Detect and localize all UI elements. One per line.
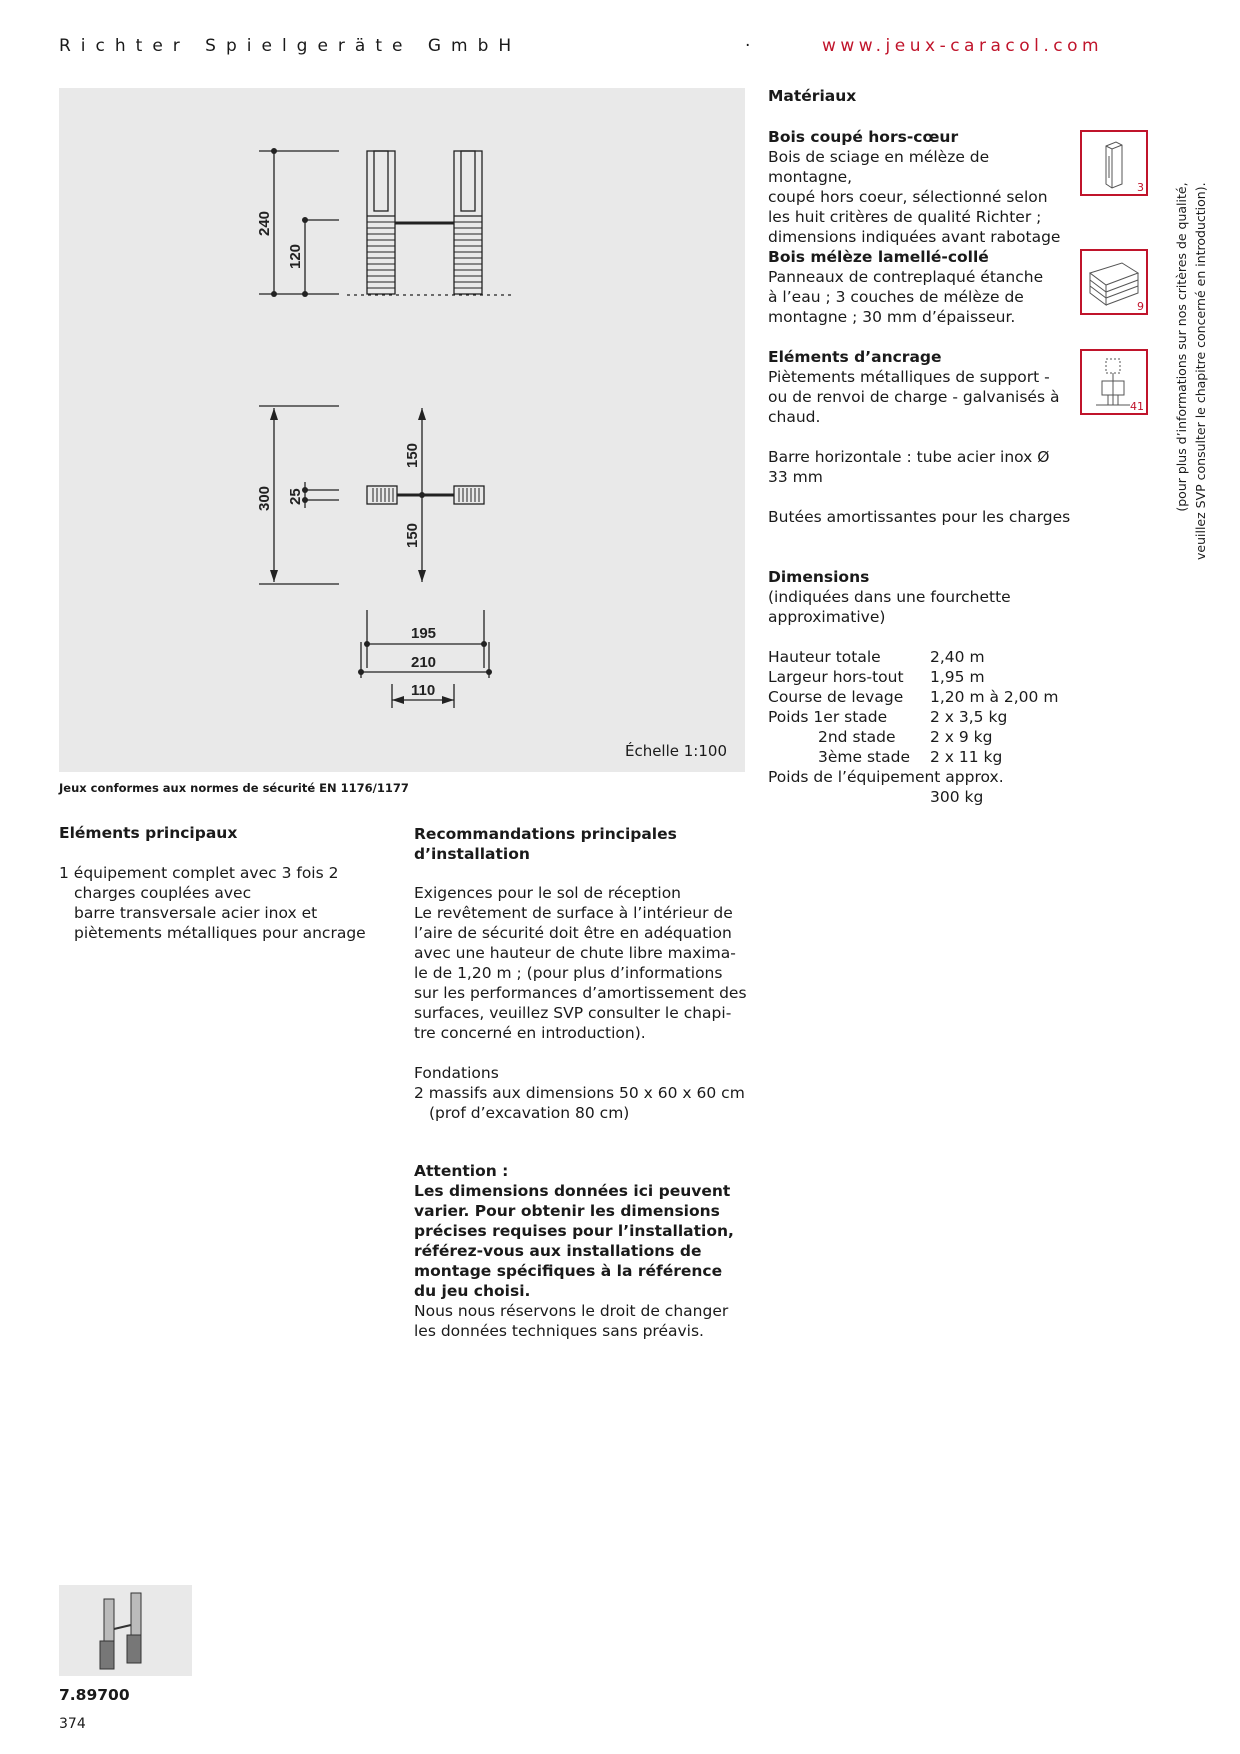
icon-number: 3: [1137, 181, 1144, 194]
install-title-line: Recommandations principales: [414, 825, 677, 843]
side-note-line: (pour plus d’informations sur nos critères de qualité,: [1174, 182, 1189, 512]
safety-norms: Jeux conformes aux normes de sécurité EN 1176/1177: [59, 781, 409, 795]
attention-title: Attention :: [414, 1162, 509, 1180]
material-title: Bois mélèze lamellé-collé: [768, 248, 989, 266]
attention-line: montage spécifiques à la référence: [414, 1262, 723, 1280]
ground-line: l’aire de sécurité doit être en adéquation: [414, 924, 732, 942]
material-line: chaud.: [768, 408, 821, 426]
dimension-value: 2 x 3,5 kg: [930, 708, 1008, 726]
dimension-label: Course de levage: [768, 688, 904, 706]
attention-line: référez-vous aux installations de: [414, 1242, 702, 1260]
dimension-row: [768, 787, 1058, 807]
dimension-value: 1,20 m à 2,00 m: [930, 688, 1059, 706]
dim-210: 210: [411, 654, 437, 671]
drawing-svg: [59, 88, 745, 772]
dimension-row: [768, 667, 1058, 687]
attention-line: du jeu choisi.: [414, 1282, 531, 1300]
side-note: [1172, 182, 1210, 560]
material-line: coupé hors coeur, sélectionné selon: [768, 188, 1048, 206]
dimension-row: [768, 767, 1058, 787]
anchor-bracket-icon: [1080, 349, 1148, 415]
attention-block: [414, 1161, 754, 1301]
header-separator: ·: [745, 36, 761, 56]
ground-line: Le revêtement de surface à l’intérieur de: [414, 904, 733, 922]
technical-drawing: [59, 88, 745, 772]
plywood-panel-icon: [1080, 249, 1148, 315]
elements-line: charges couplées avec: [74, 884, 252, 902]
dim-25: 25: [287, 488, 304, 505]
stops-line: Butées amortissantes pour les charges: [768, 508, 1071, 526]
ground-line: avec une hauteur de chute libre maxima-: [414, 944, 736, 962]
material-item: [768, 127, 1078, 247]
company-name: Richter Spielgeräte GmbH: [59, 36, 522, 56]
elements-line: 1 équipement complet avec 3 fois 2: [59, 864, 339, 882]
dimension-row: [768, 707, 1058, 727]
dimension-label: 3ème stade: [818, 748, 910, 766]
material-line: les huit critères de qualité Richter ;: [768, 208, 1042, 226]
dim-300: 300: [256, 485, 273, 511]
reserve-line: Nous nous réservons le droit de changer: [414, 1302, 729, 1320]
side-note-line: veuillez SVP consulter le chapitre concerné en introduction).: [1193, 182, 1208, 560]
install-title: [414, 824, 677, 864]
dim-110: 110: [411, 682, 436, 699]
ground-line: surfaces, veuillez SVP consulter le chapi-: [414, 1004, 732, 1022]
dimension-row: [768, 747, 1058, 767]
attention-line: précises requises pour l’installation,: [414, 1222, 734, 1240]
material-line: à l’eau ; 3 couches de mélèze de: [768, 288, 1024, 306]
material-line: dimensions indiquées avant rabotage: [768, 228, 1061, 246]
drawing-scale: Échelle 1:100: [624, 742, 727, 760]
dimensions-table: [768, 647, 1058, 807]
wood-beam-icon: [1080, 130, 1148, 196]
dim-240: 240: [256, 210, 273, 236]
material-item: [768, 347, 1078, 527]
website-link[interactable]: www.jeux-caracol.com: [822, 36, 1104, 56]
foundations-title: Fondations: [414, 1064, 499, 1082]
dimension-row: [768, 727, 1058, 747]
material-title: Bois coupé hors-cœur: [768, 128, 959, 146]
materials-title: Matériaux: [768, 87, 857, 105]
dim-120: 120: [287, 243, 304, 269]
dimension-label: Largeur hors-tout: [768, 668, 904, 686]
dimensions-title: Dimensions: [768, 568, 870, 586]
icon-number: 9: [1137, 300, 1144, 313]
dimension-value: 2 x 9 kg: [930, 728, 993, 746]
dim-150-top: 150: [404, 442, 421, 468]
material-line: Bois de sciage en mélèze de montagne,: [768, 148, 990, 186]
ground-line: le de 1,20 m ; (pour plus d’informations: [414, 964, 723, 982]
product-thumbnail: [59, 1585, 192, 1676]
elements-body: [59, 863, 389, 943]
elements-title: Eléments principaux: [59, 824, 238, 842]
dimension-label: 2nd stade: [818, 728, 896, 746]
foundations-line: (prof d’excavation 80 cm): [429, 1104, 630, 1122]
dim-195: 195: [411, 625, 437, 642]
dimensions-section: [768, 567, 1088, 807]
dimension-label: Poids 1er stade: [768, 708, 888, 726]
material-title: Eléments d’ancrage: [768, 348, 942, 366]
install-body: [414, 883, 754, 1341]
page-number: 374: [59, 1716, 86, 1732]
material-line: ou de renvoi de charge - galvanisés à: [768, 388, 1060, 406]
install-title-line: d’installation: [414, 845, 530, 863]
material-line: montagne ; 30 mm d’épaisseur.: [768, 308, 1016, 326]
ground-line: sur les performances d’amortissement des: [414, 984, 747, 1002]
dimensions-subtitle: approximative): [768, 608, 886, 626]
dimension-label: Hauteur totale: [768, 648, 881, 666]
attention-line: Les dimensions données ici peuvent: [414, 1182, 731, 1200]
weight-label: Poids de l’équipement approx.: [768, 768, 1004, 786]
dim-150-bottom: 150: [404, 522, 421, 548]
dimension-row: [768, 647, 1058, 667]
attention-line: varier. Pour obtenir les dimensions: [414, 1202, 720, 1220]
material-line: Piètements métalliques de support -: [768, 368, 1050, 386]
elements-line: barre transversale acier inox et: [74, 904, 318, 922]
dimension-value: 1,95 m: [930, 668, 985, 686]
material-line: Panneaux de contreplaqué étanche: [768, 268, 1044, 286]
dimension-value: 2,40 m: [930, 648, 985, 666]
ground-title: Exigences pour le sol de réception: [414, 884, 681, 902]
dimensions-subtitle: (indiquées dans une fourchette: [768, 588, 1011, 606]
bar-line: 33 mm: [768, 468, 823, 486]
dimension-value: 2 x 11 kg: [930, 748, 1003, 766]
bar-line: Barre horizontale : tube acier inox Ø: [768, 448, 1050, 466]
foundations-line: 2 massifs aux dimensions 50 x 60 x 60 cm: [414, 1084, 745, 1102]
dimension-row: [768, 687, 1058, 707]
icon-number: 41: [1130, 400, 1144, 413]
reserve-line: les données techniques sans préavis.: [414, 1322, 704, 1340]
material-item: [768, 247, 1078, 327]
product-code: 7.89700: [59, 1686, 130, 1704]
elements-line: piètements métalliques pour ancrage: [74, 924, 366, 942]
ground-line: tre concerné en introduction).: [414, 1024, 646, 1042]
weight-value: 300 kg: [930, 788, 984, 806]
